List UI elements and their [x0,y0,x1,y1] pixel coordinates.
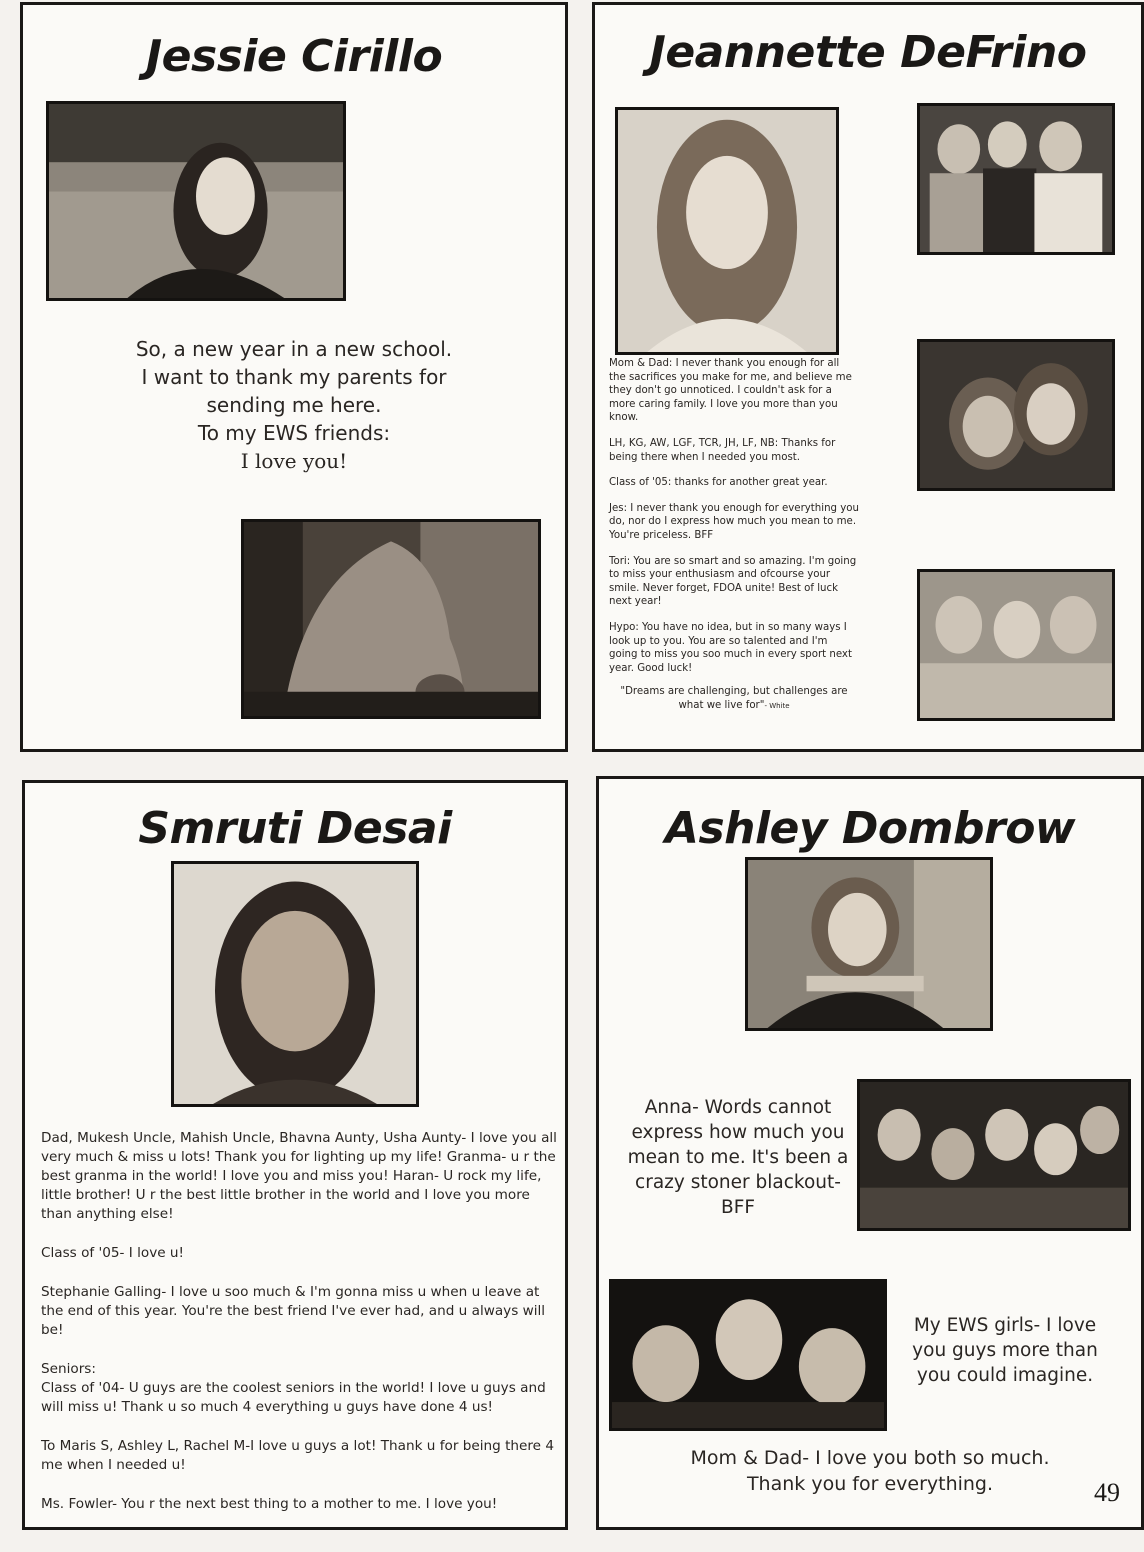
panel-smruti-desai [22,780,568,1530]
quote-text: "Dreams are challenging, but challenges are what we live for" [620,686,848,711]
note-parents-line: Mom & Dad- I love you both so much. [690,1447,1050,1469]
panel-jessie-cirillo [20,2,568,752]
quote-author: - White [764,701,790,710]
family-photo [917,103,1115,255]
message-line: I want to thank my parents for [141,365,447,389]
portrait-photo [615,107,839,355]
message-paragraph: Class of '05- I love u! [41,1245,184,1261]
note-anna-text: Anna- Words cannot express how much you mean to me. It's been a crazy stoner blackout- BFF [627,1097,849,1218]
portrait-photo [745,857,993,1031]
friends-photo-2 [917,569,1115,721]
message-paragraph: LH, KG, AW, LGF, TCR, JH, LF, NB: Thanks for being there when I needed you most. [609,437,836,463]
friends-photo-1 [917,339,1115,491]
message-closing: I love you! [240,449,348,473]
message-paragraph: Mom & Dad: I never thank you enough for all the sacrifices you make for me, and believe me they don't go unnoticed. I couldn't ask for a more caring family. I love you more than you know. [609,358,852,424]
message-paragraph: Tori: You are so smart and so amazing. I'm going to miss your enthusiasm and ofcourse your smile. Never forget, FDOA unite! Best of luck next year! [609,555,857,608]
message-paragraph: Jes: I never thank you enough for everything you do, nor do I express how much you mean to me. You're priceless. BFF [609,502,859,541]
note-parents-line: Thank you for everything. [746,1473,994,1495]
quote [609,685,859,713]
message-block [41,1129,561,1534]
message-paragraph: Ms. Fowler- You r the next best thing to a mother to me. I love you! [41,1496,498,1512]
message-paragraph: To Maris S, Ashley L, Rachel M-I love u guys a lot! Thank u for being there 4 me when I needed u! [41,1438,555,1473]
student-name: Jeannette DeFrino [649,27,1087,78]
note-girls [905,1313,1105,1388]
message-line: So, a new year in a new school. [135,337,453,361]
panel-ashley-dombrow [596,776,1144,1530]
note-girls-text: My EWS girls- I love you guys more than you could imagine. [912,1315,1098,1386]
friends-photo [609,1279,887,1431]
message-block [609,357,859,725]
student-name: Smruti Desai [138,803,452,854]
group-photo [857,1079,1131,1231]
portrait-photo [46,101,346,301]
message-paragraph: Dad, Mukesh Uncle, Mahish Uncle, Bhavna Aunty, Usha Aunty- I love you all very much & miss u lots! Thank you for lighting up my life! Granma- u r the best granma in the world! I love you and miss you! Haran- U rock my life, little brother! U r the best little brother in the world and I love you more than anything else! [41,1130,557,1222]
message-paragraph: Seniors: Class of '04- U guys are the coolest seniors in the world! I love u guys and will miss u! Thank u so much 4 everything u guys have done 4 us! [41,1361,546,1415]
note-parents [599,1445,1141,1497]
message-paragraph: Hypo: You have no idea, but in so many ways I look up to you. You are so talented and I'm going to miss you soo much in every sport next year. Good luck! [609,621,852,674]
panel-jeannette-defrino [592,2,1144,752]
message-line: sending me here. [206,393,382,417]
student-name: Ashley Dombrow [664,803,1076,854]
message-line: To my EWS friends: [197,421,391,445]
horse-photo [241,519,541,719]
note-anna [623,1095,853,1220]
message-paragraph: Class of '05: thanks for another great year. [609,477,828,489]
student-name: Jessie Cirillo [145,31,443,82]
page-number: 49 [1094,1478,1120,1507]
message-paragraph: Stephanie Galling- I love u soo much & I'm gonna miss u when u leave at the end of this year. You're the best friend I've ever had, and u always will be! [41,1284,546,1338]
portrait-photo [171,861,419,1107]
message-block [43,335,545,475]
